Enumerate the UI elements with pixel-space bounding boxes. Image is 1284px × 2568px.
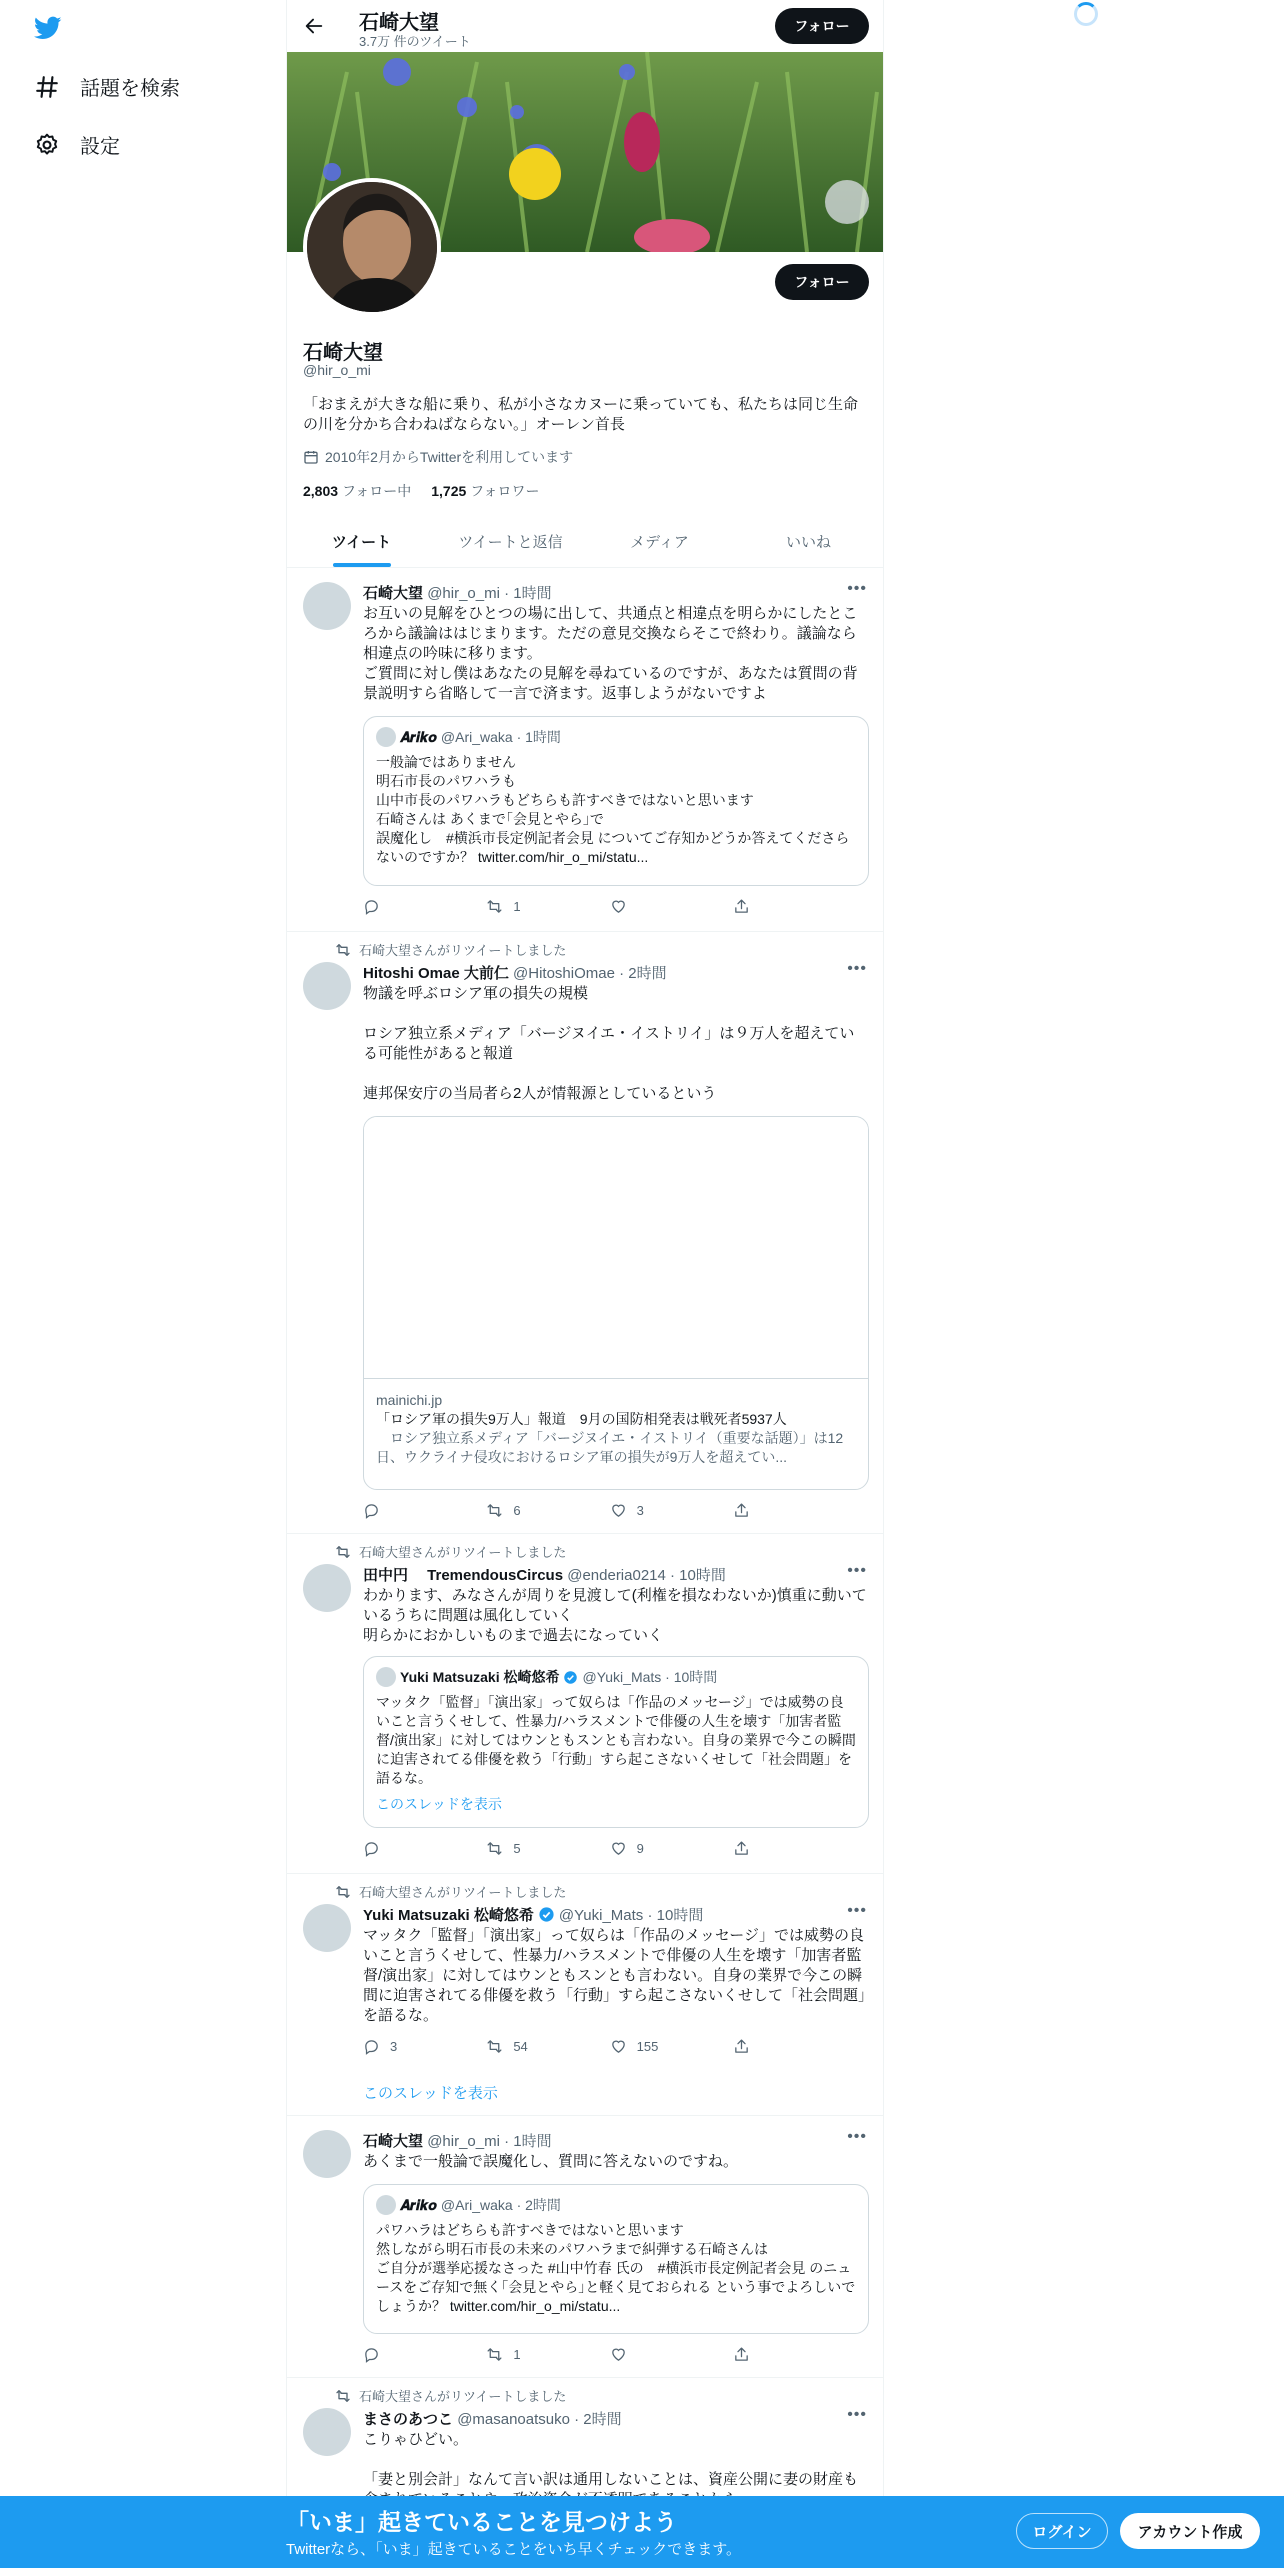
main-column (286, 0, 884, 2568)
profile-avatar[interactable] (303, 178, 441, 316)
calendar-icon (303, 449, 319, 465)
retweet-icon (335, 1544, 351, 1560)
tweet-avatar[interactable] (303, 2408, 351, 2456)
retweet-button[interactable] (486, 1502, 546, 1519)
tweet-header (363, 1904, 703, 1925)
tweet-header (363, 1564, 726, 1585)
tweet-actions (363, 1840, 793, 1857)
quoted-tweet[interactable] (363, 2184, 869, 2334)
like-count: 155 (636, 2039, 659, 2054)
retweet-button[interactable] (486, 2038, 546, 2055)
tweet-author-name[interactable]: 田中円 TremendousCircus (363, 1567, 564, 1584)
quoted-avatar (376, 2195, 396, 2215)
tab-tweets[interactable]: ツイート (287, 516, 436, 567)
tweet-author-name[interactable]: まさのあつこ (363, 2411, 454, 2428)
share-icon (733, 1840, 750, 1857)
quoted-tweet-header (376, 1667, 856, 1687)
retweet-indicator (335, 1542, 566, 1561)
retweet-icon (335, 942, 351, 958)
like-count: 3 (636, 1503, 644, 1518)
like-button[interactable] (610, 2346, 670, 2363)
nav-settings[interactable] (34, 130, 120, 159)
retweet-button[interactable] (486, 2346, 546, 2363)
quoted-tweet[interactable] (363, 716, 869, 886)
retweeted-by-text[interactable]: 石崎大望さんがリツイートしました (359, 2389, 567, 2404)
profile-joined-text: 2010年2月からTwitterを利用しています (325, 449, 574, 465)
back-arrow-icon[interactable] (303, 15, 325, 37)
retweet-count: 5 (513, 1841, 521, 1856)
tweet-item[interactable] (287, 568, 883, 932)
like-button[interactable] (610, 898, 670, 915)
quoted-tweet-body: パワハラはどちらも許すべきではないと思います 然しながら明石市長の未来のパワハラまで糾弾する石崎さんは ご自分が選挙応援なさった #山中竹春 氏の #横浜市長定例記者会見 のニュースをご存知で無く｢会見とやら｣と軽く見ておられる という事でよろしいでしょうか？ twitter.com/hir_o_mi/statu... (376, 2222, 856, 2314)
followers-label: フォロワー (470, 483, 540, 499)
share-button[interactable] (733, 1502, 793, 1519)
retweeted-by-text[interactable]: 石崎大望さんがリツイートしました (359, 943, 567, 958)
verified-badge-icon (563, 1670, 578, 1685)
tweet-item[interactable] (287, 2116, 883, 2378)
retweet-indicator (335, 2386, 566, 2405)
retweeted-by-text[interactable]: 石崎大望さんがリツイートしました (359, 1885, 567, 1900)
reply-icon (363, 2038, 380, 2055)
link-card-title: 「ロシア軍の損失9万人」報道 9月の国防相発表は戦死者5937人 (376, 1411, 787, 1427)
quoted-tweet-body: 一般論ではありません 明石市長のパワハラも 山中市長のパワハラもどちらも許すべきではないと思います 石崎さんは あくまで｢会見とやら｣で 誤魔化し #横浜市長定例記者会見 についてご存知かどうか答えてくださらないのですか？ twitter.com/hir_o_mi/statu... (376, 754, 850, 865)
reply-icon (363, 1840, 380, 1857)
quoted-author-name: Yuki Matsuzaki 松崎悠希 (400, 1669, 560, 1685)
reply-icon (363, 898, 380, 915)
tweet-meta: @hir_o_mi · 1時間 (427, 585, 552, 602)
tweet-actions (363, 2346, 793, 2363)
reply-button[interactable] (363, 2346, 423, 2363)
hashtag-icon (34, 74, 60, 100)
quoted-author-name: 𝑨𝒓𝒊𝒌𝒐 (400, 2196, 437, 2213)
reply-button[interactable] (363, 1840, 423, 1857)
tweet-meta: @enderia0214 · 10時間 (567, 1567, 726, 1584)
signup-banner-title: 「いま」起きていることを見つけよう (286, 2509, 677, 2535)
show-thread-link[interactable]: このスレッドを表示 (376, 1796, 502, 1812)
loading-spinner-icon (1074, 2, 1098, 26)
profile-tabs (287, 516, 883, 568)
tweet-meta: @hir_o_mi · 1時間 (427, 2133, 552, 2150)
heart-icon (610, 1840, 627, 1857)
tweet-meta: @Yuki_Mats · 10時間 (558, 1907, 704, 1924)
tweet-header (363, 2408, 622, 2429)
tweet-actions (363, 2038, 793, 2055)
retweet-button[interactable] (486, 898, 546, 915)
more-options-icon[interactable]: ••• (847, 960, 867, 977)
more-options-icon[interactable]: ••• (847, 580, 867, 597)
link-card[interactable] (363, 1116, 869, 1490)
retweet-icon (335, 2388, 351, 2404)
tweet-actions (363, 898, 793, 915)
like-button[interactable] (610, 1840, 670, 1857)
share-icon (733, 2038, 750, 2055)
signup-banner-subtitle: Twitterなら、「いま」起きていることをいち早くチェックできます。 (286, 2541, 742, 2558)
tweet-item[interactable] (287, 1874, 883, 2116)
reply-button[interactable] (363, 2038, 423, 2055)
show-thread-link[interactable]: このスレッドを表示 (363, 2085, 498, 2102)
tweet-header (363, 962, 667, 983)
retweet-indicator (335, 1882, 566, 1901)
retweeted-by-text[interactable]: 石崎大望さんがリツイートしました (359, 1545, 567, 1560)
quoted-tweet-header (376, 2195, 856, 2215)
tweet-author-name[interactable]: 石崎大望 (363, 2133, 424, 2150)
profile-name: 石崎大望 (303, 342, 383, 364)
tweet-item[interactable] (287, 1534, 883, 1874)
following-count: 2,803 (303, 483, 339, 499)
reply-button[interactable] (363, 1502, 423, 1519)
top-bar (287, 0, 883, 52)
retweet-count: 54 (513, 2039, 528, 2054)
tweet-body: こりゃひどい。 「妻と別会計」なんて言い訳は通用しないことは、資産公開に妻の財産も (363, 2431, 859, 2488)
retweet-icon (335, 1884, 351, 1900)
more-options-icon[interactable]: ••• (847, 1902, 867, 1919)
header-title: 石崎大望 (359, 12, 439, 34)
quoted-author-name: 𝑨𝒓𝒊𝒌𝒐 (400, 728, 437, 745)
share-icon (733, 1502, 750, 1519)
like-button[interactable] (610, 2038, 670, 2055)
quoted-tweet-header (376, 727, 856, 747)
heart-icon (610, 2346, 627, 2363)
share-button[interactable] (733, 898, 793, 915)
tweet-author-name[interactable]: Hitoshi Omae 大前仁 (363, 965, 509, 982)
nav-explore-label: 話題を検索 (80, 78, 180, 100)
heart-icon (610, 2038, 627, 2055)
tab-likes[interactable]: いいね (785, 534, 831, 551)
following-label: フォロー中 (341, 483, 412, 499)
tweet-author-name[interactable]: Yuki Matsuzaki 松崎悠希 (363, 1907, 534, 1924)
quoted-meta: @Ari_waka · 2時間 (440, 2197, 561, 2213)
tweet-author-name[interactable]: 石崎大望 (363, 585, 424, 602)
signup-banner (0, 2496, 1284, 2568)
avatar-photo (307, 182, 437, 312)
more-options-icon[interactable]: ••• (847, 1562, 867, 1579)
like-button[interactable] (610, 1502, 670, 1519)
reply-icon (363, 2346, 380, 2363)
reply-count: 3 (390, 2039, 398, 2054)
tweet-body: あくまで一般論で誤魔化し、質問に答えないのですね。 (363, 2153, 739, 2170)
share-button[interactable] (733, 2038, 793, 2055)
quoted-avatar (376, 1667, 396, 1687)
link-card-description: ロシア独立系メディア「バージヌイエ・イストリイ（重要な話題）」は12日、ウクライナ侵攻におけるロシア軍の損失が9万人を超えてい... (376, 1430, 844, 1465)
tweet-body: お互いの見解をひとつの場に出して、共通点と相違点を明らかにしたところから議論ははじまります。ただの意見交換ならそこで終わり。議論なら相違点の吟味に移ります。 ご質問に対し僕はあなたの見解を尋ねているのですが、あなたは質問の背景説明すら省略して一言で済ます。返事しようがないですよ (363, 605, 858, 702)
followers-count: 1,725 (431, 483, 467, 499)
tweet-avatar[interactable] (303, 1564, 351, 1612)
tab-tweets-and-replies[interactable]: ツイートと返信 (458, 534, 563, 551)
tweet-meta: @HitoshiOmae · 2時間 (513, 965, 667, 982)
header-tweet-count: 3.7万 件のツイート (359, 34, 471, 49)
tweet-body: マッタク「監督」「演出家」って奴らは「作品のメッセージ」では威勢の良いこと言うくせして、性暴力/ハラスメントで俳優の人生を壊す「加害者監督/演出家」に対してはウンともスンとも言わない。自身の業界で今この瞬間に迫害されてる俳優を救う「行動」すら起こさないくせして「社会問題」を語るな。 (363, 1927, 866, 2024)
retweet-icon (486, 2038, 503, 2055)
tab-media[interactable]: メディア (630, 534, 689, 551)
heart-icon (610, 1502, 627, 1519)
twitter-logo-icon[interactable] (32, 14, 64, 42)
login-button[interactable]: ログイン (1016, 2513, 1108, 2549)
retweet-button[interactable] (486, 1840, 546, 1857)
share-button[interactable] (733, 1840, 793, 1857)
retweet-indicator (335, 940, 566, 959)
profile-handle: @hir_o_mi (303, 362, 371, 378)
quoted-tweet-body: マッタク「監督」「演出家」って奴らは「作品のメッセージ」では威勢の良いこと言うくせして、性暴力/ハラスメントで俳優の人生を壊す「加害者監督/演出家」に対してはウンともスンとも言わない。自身の業界で今この瞬間に迫害されてる俳優を救う「行動」すら起こさないくせして「社会問題」を語るな。 (376, 1694, 856, 1786)
reply-button[interactable] (363, 898, 423, 915)
follow-stats (303, 481, 540, 501)
tweet-avatar[interactable] (303, 1904, 351, 1952)
quoted-tweet[interactable] (363, 1656, 869, 1828)
share-icon (733, 2346, 750, 2363)
more-options-icon[interactable]: ••• (847, 2128, 867, 2145)
tweet-avatar[interactable] (303, 2130, 351, 2178)
tweet-avatar[interactable] (303, 962, 351, 1010)
quoted-meta: @Yuki_Mats · 10時間 (582, 1669, 718, 1685)
link-card-domain: mainichi.jp (376, 1392, 443, 1408)
tweet-actions (363, 1502, 793, 1519)
reply-icon (363, 1502, 380, 1519)
followers-link[interactable] (431, 481, 539, 501)
share-icon (733, 898, 750, 915)
profile-joined (303, 447, 573, 467)
heart-icon (610, 898, 627, 915)
profile-bio: 「おまえが大きな船に乗り、私が小さなカヌーに乗っていても、私たちは同じ生命の川を分かち合わねばならない。」オーレン首長 (303, 396, 859, 433)
nav-explore[interactable] (34, 72, 180, 101)
tweet-avatar[interactable] (303, 582, 351, 630)
more-options-icon[interactable]: ••• (847, 2406, 867, 2423)
retweet-count: 6 (513, 1503, 521, 1518)
retweet-count: 1 (513, 2347, 521, 2362)
tweet-header (363, 2130, 552, 2151)
tweet-body: 物議を呼ぶロシア軍の損失の規模 ロシア独立系メディア「バージヌイエ・イストリイ」は９万人を超えている可能性があると報道 連邦保安庁の当局者ら2人が情報源としているという (363, 985, 855, 1102)
retweet-icon (486, 2346, 503, 2363)
signup-button[interactable]: アカウント作成 (1120, 2513, 1260, 2549)
tweet-header (363, 582, 552, 603)
link-card-image (364, 1117, 868, 1379)
quoted-avatar (376, 727, 396, 747)
profile-follow-button[interactable]: フォロー (775, 264, 869, 300)
like-count: 9 (636, 1841, 644, 1856)
tweet-meta: @masanoatsuko · 2時間 (457, 2411, 622, 2428)
retweet-icon (486, 1840, 503, 1857)
verified-badge-icon (538, 1906, 555, 1923)
retweet-icon (486, 898, 503, 915)
quoted-meta: @Ari_waka · 1時間 (440, 729, 561, 745)
retweet-count: 1 (513, 899, 521, 914)
retweet-icon (486, 1502, 503, 1519)
nav-settings-label: 設定 (80, 136, 120, 158)
header-follow-button[interactable]: フォロー (775, 8, 869, 44)
tweet-item[interactable] (287, 932, 883, 1534)
following-link[interactable] (303, 481, 411, 501)
tweet-body: わかります、みなさんが周りを見渡して(利権を損なわないか)慎重に動いているうちに問題は風化していく 明らかにおかしいものまで過去になっていく (363, 1587, 867, 1644)
share-button[interactable] (733, 2346, 793, 2363)
gear-icon (34, 132, 60, 158)
